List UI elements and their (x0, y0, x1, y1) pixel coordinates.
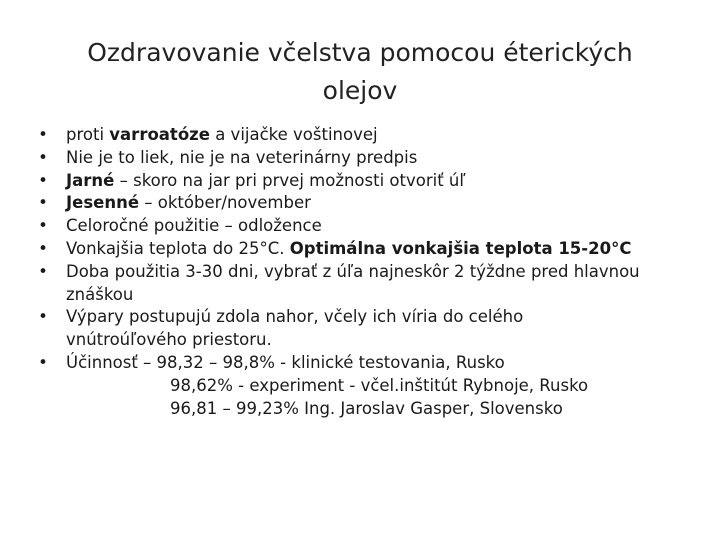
bullet-icon: • (38, 238, 48, 258)
list-item-ucinnost (36, 352, 696, 420)
item-text-bold: varroatóze (109, 125, 210, 144)
bullet-icon: • (38, 170, 48, 190)
list-item-nie-je-liek (36, 147, 696, 170)
item-text-post: – október/november (139, 193, 311, 213)
item-text-pre: Vonkajšia teplota do 25°C. (66, 238, 290, 258)
item-text-pre: proti (66, 125, 110, 144)
item-text-line-1: Doba použitia 3-30 dni, vybrať z úľa najneskôr 2 týždne pred hlavnou (66, 261, 640, 281)
bullet-icon: • (38, 352, 48, 372)
item-text-bold: Jarné (66, 170, 115, 190)
bullet-icon: • (38, 261, 48, 281)
item-text-line-2: znáškou (66, 284, 134, 304)
bullet-icon: • (38, 125, 48, 144)
slide-title (60, 34, 660, 110)
list-item-jarne (36, 170, 696, 193)
item-text-post: – skoro na jar pri prvej možnosti otvoriť úľ (114, 170, 466, 190)
bullet-list (36, 124, 696, 420)
item-text-post: a vijačke voštinovej (209, 125, 378, 144)
bullet-icon: • (38, 147, 48, 167)
item-text-line-1: Účinnosť – 98,32 – 98,8% - klinické testovania, Rusko (66, 352, 505, 372)
bullet-icon: • (38, 307, 48, 327)
list-item-jesenne (36, 192, 696, 215)
item-text-bold: Jesenné (66, 193, 140, 213)
bullet-icon: • (38, 216, 48, 236)
title-line-1: Ozdravovanie včelstva pomocou éterických (87, 38, 633, 67)
list-item-teplota (36, 238, 696, 261)
list-item-celorocne (36, 215, 696, 238)
item-text: Celoročné použitie – odložence (66, 216, 322, 236)
list-item-doba-pouzitia (36, 261, 696, 307)
item-text: Nie je to liek, nie je na veterinárny predpis (66, 147, 418, 167)
item-text-bold: Optimálna vonkajšia teplota 15-20°C (289, 238, 632, 258)
item-text-line-2: vnútroúľového priestoru. (66, 330, 272, 350)
title-line-2: olejov (322, 76, 398, 105)
bullet-icon: • (38, 193, 48, 213)
item-text-line-2: 98,62% - experiment - včel.inštitút Rybnoje, Rusko (170, 375, 589, 395)
list-item-varroatoza (36, 124, 696, 147)
item-text-line-1: Výpary postupujú zdola nahor, včely ich víria do celého (66, 307, 524, 327)
item-text-line-3: 96,81 – 99,23% Ing. Jaroslav Gasper, Slovensko (170, 398, 563, 418)
list-item-vypary (36, 306, 696, 352)
